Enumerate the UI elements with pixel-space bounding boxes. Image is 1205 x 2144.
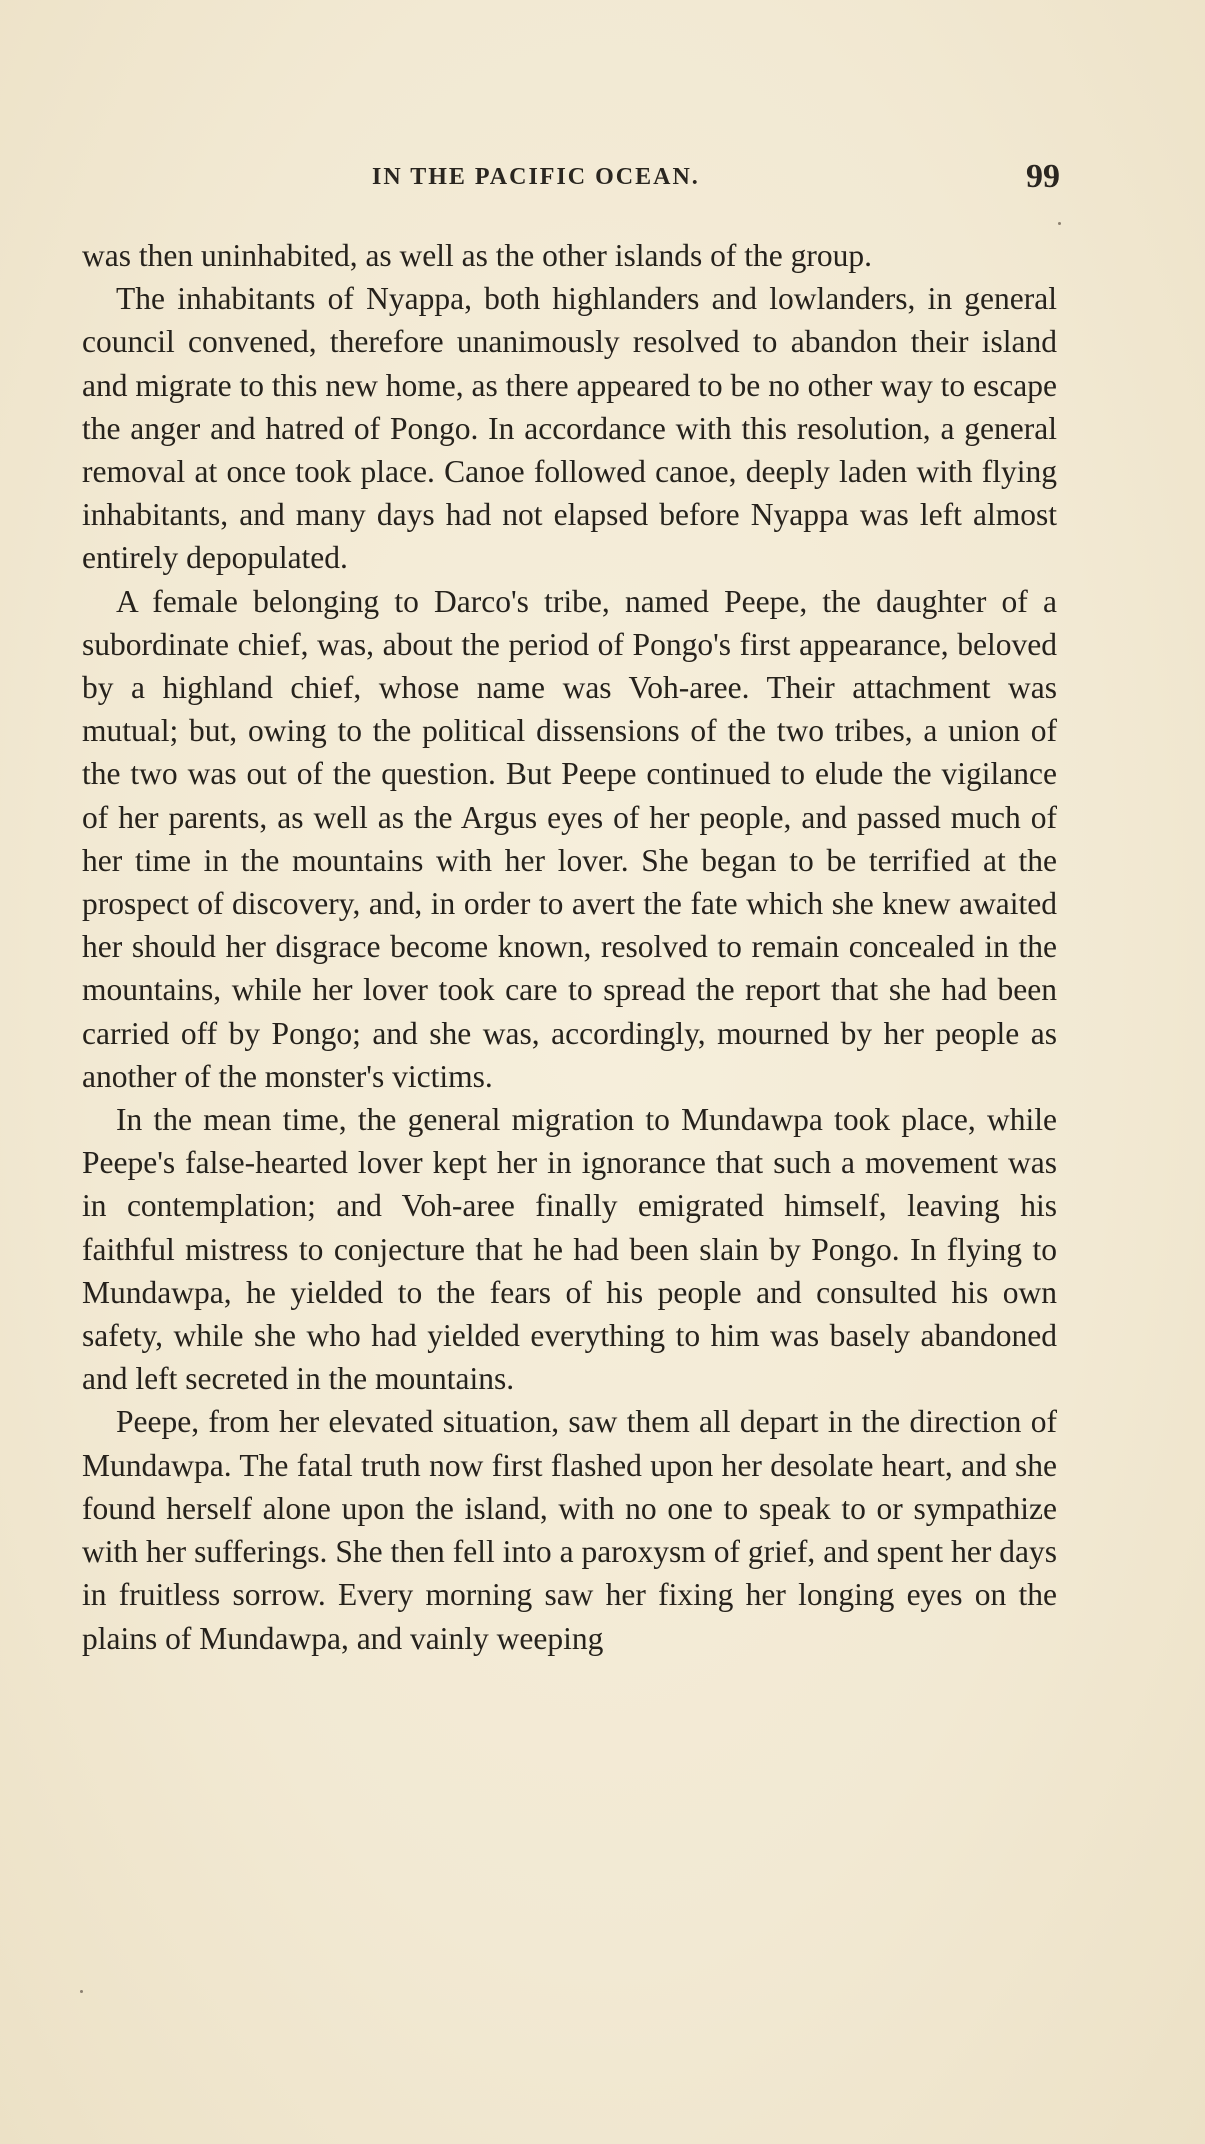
page-header xyxy=(82,158,1082,208)
paragraph: A female belonging to Darco's tribe, named Peepe, the daughter of a subordinate chief, was, about the period of Pongo's first appearance, beloved by a highland chief, whose name was Voh-aree. Their attachment was mutual; but, owing to the political dissensions of the two tribes, a union of the two was out of the question. But Peepe continued to elude the vigilance of her parents, as well as the Argus eyes of her people, and passed much of her time in the mountains with her lover. She began to be terrified at the prospect of discovery, and, in order to avert the fate which she knew awaited her should her disgrace become known, resolved to remain concealed in the mountains, while her lover took care to spread the report that she had been carried off by Pongo; and she was, accordingly, mourned by her people as another of the monster's victims. xyxy=(82,583,1057,1094)
paragraph: was then uninhabited, as well as the other islands of the group. xyxy=(82,238,872,273)
paper-speck xyxy=(80,1990,83,1993)
paper-speck xyxy=(1058,222,1061,225)
page-number: 99 xyxy=(1026,158,1060,195)
paragraph: In the mean time, the general migration to Mundawpa took place, while Peepe's false-hearted lover kept her in ignorance that such a movement was in contemplation; and Voh-aree finally emigrated himself, leaving his faithful mistress to conjecture that he had been slain by Pongo. In flying to Mundawpa, he yielded to the fears of his people and consulted his own safety, while she who had yielded everything to him was basely abandoned and left secreted in the mountains. xyxy=(82,1102,1057,1397)
paragraph: Peepe, from her elevated situation, saw them all depart in the direction of Mundawpa. The fatal truth now first flashed upon her desolate heart, and she found herself alone upon the island, with no one to speak to or sympathize with her sufferings. She then fell into a paroxysm of grief, and spent her days in fruitless sorrow. Every morning saw her fixing her longing eyes on the plains of Mundawpa, and vainly weeping xyxy=(82,1404,1057,1656)
body-text xyxy=(82,234,1057,1660)
paragraph: The inhabitants of Nyappa, both highlanders and lowlanders, in general council convened, therefore unanimously resolved to abandon their island and migrate to this new home, as there appeared to be no other way to escape the anger and hatred of Pongo. In accordance with this resolution, a general removal at once took place. Canoe followed canoe, deeply laden with flying inhabitants, and many days had not elapsed before Nyappa was left almost entirely depopulated. xyxy=(82,281,1057,576)
running-head: IN THE PACIFIC OCEAN. xyxy=(372,164,700,190)
